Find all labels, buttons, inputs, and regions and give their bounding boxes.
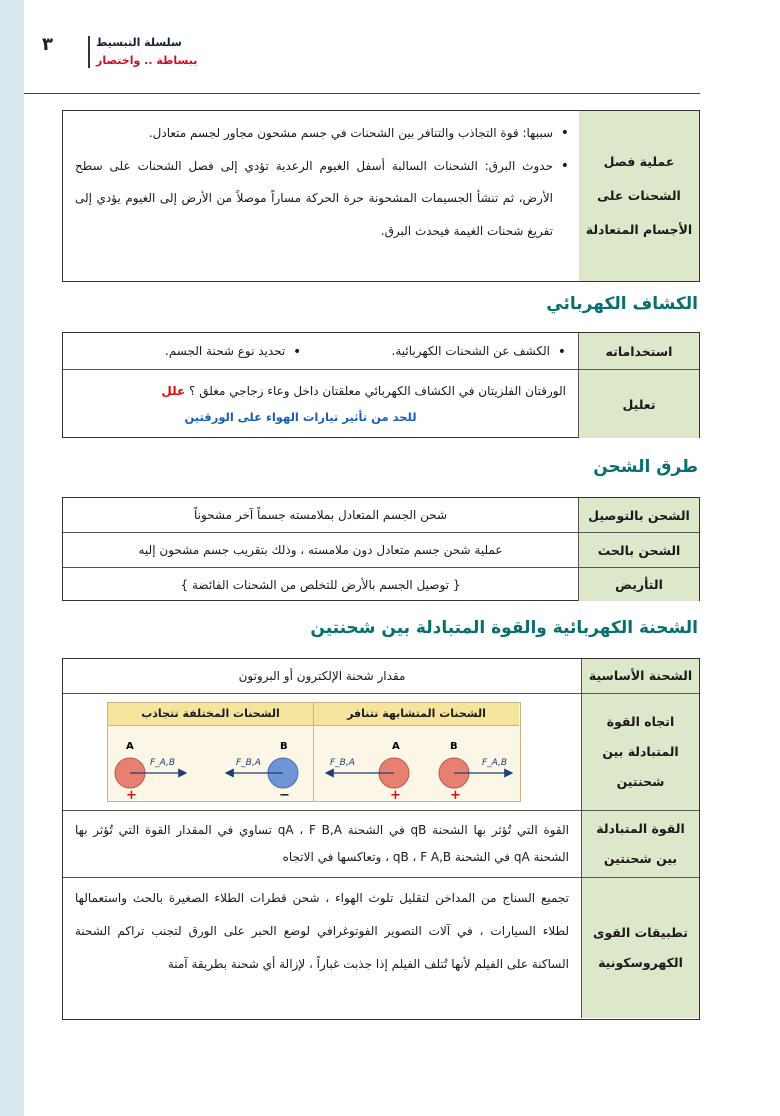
grounding-label: التأريض: [578, 568, 699, 601]
series-slogan: ببساطة .. واختصار: [96, 54, 198, 67]
charging-methods-title: طرق الشحن: [593, 457, 698, 477]
force-label-ba: F_B,A: [330, 758, 355, 768]
basic-charge-row: [63, 659, 699, 694]
mutual-force-label: القوة المتبادلة بين شحنتين: [581, 811, 699, 877]
charge-b-label: B: [280, 741, 288, 752]
charge-separation-label: عملية فصل الشحنات على الأجسام المتعادلة: [579, 111, 699, 281]
force-direction-label: اتجاه القوة المتبادلة بين شحنتين: [581, 694, 699, 810]
like-charges-title: الشحنات المتشابهة تتنافر: [314, 703, 519, 726]
header-rule: [24, 93, 700, 94]
charging-methods-table: [62, 497, 700, 601]
plus-sign: +: [390, 788, 401, 801]
force-label-ba: F_B,A: [236, 758, 261, 768]
unlike-charges-figure: [108, 725, 313, 801]
reason-cell: [63, 370, 578, 438]
plus-sign: +: [126, 788, 137, 801]
charge-a-label: A: [126, 741, 134, 752]
charge-a-label: A: [392, 741, 400, 752]
conduction-text: شحن الجسم المتعادل بملامسته جسماً آخر مشحوناً: [193, 508, 448, 522]
charging-row: [63, 568, 699, 601]
applications-label: تطبيقات القوى الكهروسكونية: [581, 878, 699, 1018]
induction-label: الشحن بالحث: [578, 533, 699, 567]
reason-row: [63, 370, 699, 438]
reason-label: تعليل: [578, 370, 699, 438]
series-title: سلسلة التبسيط: [96, 36, 182, 49]
force-direction-row: [63, 694, 699, 811]
charge-b-label: B: [450, 741, 458, 752]
charge-separation-box: [62, 110, 700, 282]
mutual-force-row: [63, 811, 699, 878]
like-charges-panel: [314, 703, 519, 801]
like-charges-figure: [314, 725, 519, 801]
uses-cell: [63, 333, 578, 369]
charge-force-table: [62, 658, 700, 1020]
charge-separation-content: [63, 111, 579, 281]
use-detect: • الكشف عن الشحنات الكهربائية.: [392, 344, 566, 358]
force-label-ab: F_A,B: [482, 758, 508, 768]
minus-sign: −: [279, 788, 290, 801]
electroscope-title: الكشاف الكهربائي: [546, 294, 698, 314]
induction-text: عملية شحن جسم متعادل دون ملامسته ، وذلك بتقريب جسم مشحون إليه: [138, 543, 503, 557]
basic-charge-text: مقدار شحنة الإلكترون أو البروتون: [238, 669, 406, 683]
page-header: [32, 34, 198, 84]
reason-keyword: علل: [161, 384, 186, 398]
mutual-force-text: القوة التي تُؤثر بها الشحنة qB في الشحنة qA ، F B,A تساوي في المقدار القوة التي تُؤثر بها الشحنة qA في الشحنة qB ، F A,B ، وتعاكسها في الاتجاه: [75, 823, 569, 864]
reason-answer: للحد من تأثير تيارات الهواء على الورقتين: [184, 410, 417, 424]
applications-row: [63, 878, 699, 1018]
conduction-label: الشحن بالتوصيل: [578, 498, 699, 532]
charging-row: [63, 498, 699, 533]
applications-text: تجميع السناج من المداخن لتقليل تلوث الهواء ، شحن قطرات الطلاء الصغيرة بالحث واستعمالها لطلاء السيارات ، في آلات التصوير الفوتوغرافي لوضع الحبر على الورق لتجنب تراكم الشحنة الساكنة على الفيلم لأنها تُتلف الفيلم إذا جذبت غباراً ، لإزالة أي شحنة بطريقة آمنة: [75, 891, 569, 971]
uses-label: استخداماته: [578, 333, 699, 369]
charging-row: [63, 533, 699, 568]
use-type: • تحديد نوع شحنة الجسم.: [165, 344, 301, 358]
grounding-text: { توصيل الجسم بالأرض للتخلص من الشحنات الفائضة }: [180, 577, 461, 592]
page-number: ٣: [42, 34, 53, 55]
plus-sign: +: [450, 788, 461, 801]
electroscope-table: [62, 332, 700, 438]
force-diagram: [107, 702, 521, 802]
basic-charge-label: الشحنة الأساسية: [581, 659, 699, 693]
reason-question: [75, 378, 566, 404]
side-strip: [0, 0, 24, 1116]
uses-row: [63, 333, 699, 370]
unlike-charges-panel: [108, 703, 314, 801]
reason-text: الورقتان الفلزيتان في الكشاف الكهربائي معلقتان داخل وعاء زجاجي مغلق ؟: [189, 384, 566, 398]
charge-force-title: الشحنة الكهربائية والقوة المتبادلة بين شحنتين: [310, 618, 698, 638]
unlike-charges-title: الشحنات المختلفة تتجاذب: [108, 703, 313, 726]
bullet-cause: • سببها: قوة التجاذب والتنافر بين الشحنات في جسم مشحون مجاور لجسم متعادل.: [75, 117, 569, 150]
force-direction-cell: [63, 694, 581, 810]
force-label-ab: F_A,B: [150, 758, 176, 768]
bullet-lightning: • حدوث البرق: الشحنات السالبة أسفل الغيوم الرعدية تؤدي إلى فصل الشحنات على سطح الأرض، ثم تنشأ الجسيمات المشحونة حرة الحركة مساراً موصلاً من الأرض إلى الغيوم يؤدي إلى تفريغ شحنات الغيمة فيحدث البرق.: [75, 150, 569, 248]
header-divider: [88, 36, 90, 68]
